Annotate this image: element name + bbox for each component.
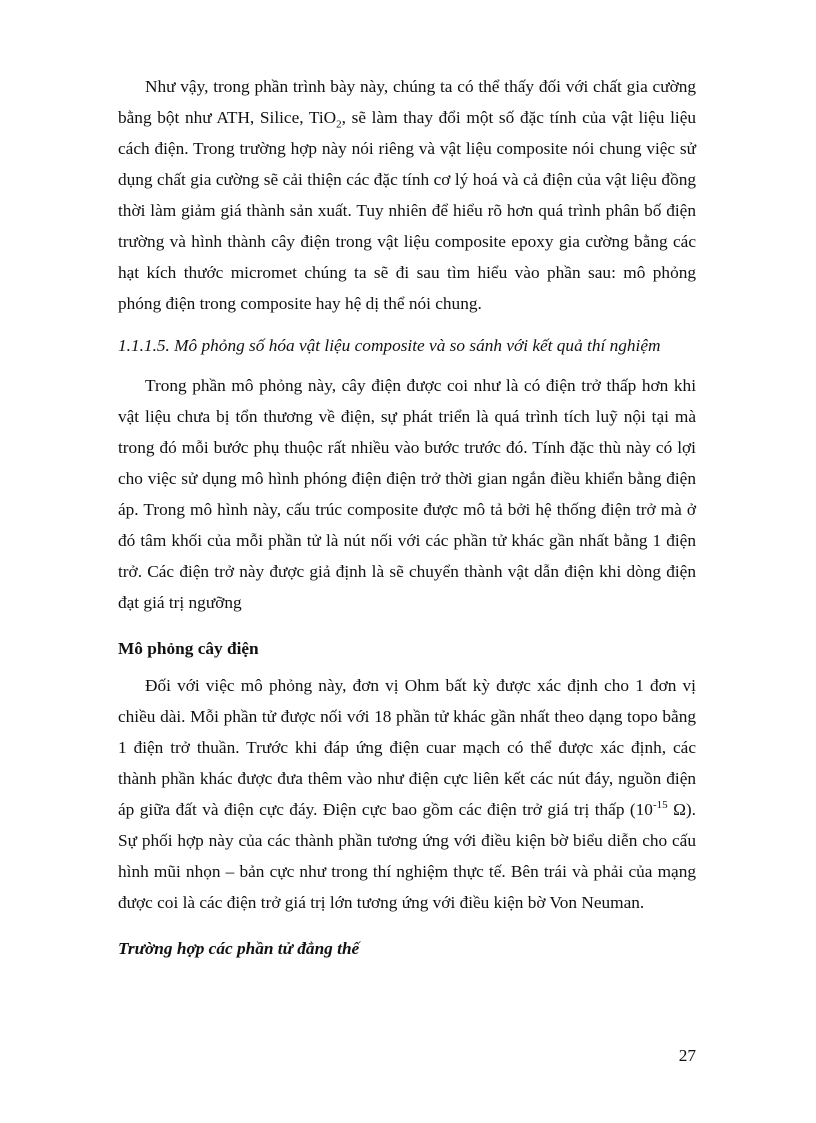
section-heading: 1.1.1.5. Mô phỏng số hóa vật liệu composite và so sánh với kết quả thí nghiệm [118,336,661,355]
paragraph-text: Đối với việc mô phỏng này, đơn vị Ohm bất kỳ được xác định cho 1 đơn vị chiều dài. Mỗi phần tử được nối với 18 phần tử khác gần nhất theo dạng topo bằng 1 điện trở thuần. Trước khi đáp ứng điện cuar mạch có thể được xác định, các thành phần khác được đưa thêm vào như điện cực liên kết các nút đáy, nguồn điện áp giữa đất và điện cực đáy. Điện cực bao gồm các điện trở giá trị thấp (10 [118,676,696,819]
paragraph-reinforcement-summary [118,71,696,319]
subheading-tree-simulation: Mô phỏng cây điện [118,639,259,658]
paragraph-simulation-intro: Trong phần mô phỏng này, cây điện được coi như là có điện trở thấp hơn khi vật liệu chưa bị tổn thương về điện, sự phát triển là quá trình tích luỹ nội tại mà trong đó mỗi bước phụ thuộc rất nhiều vào bước trước đó. Tính đặc thù này có lợi cho việc sử dụng mô hình phóng điện điện trở thời gian ngắn điều khiển bằng điện áp. Trong mô hình này, cấu trúc composite được mô tả bởi hệ thống điện trở mà ở đó tâm khối của mỗi phần tử là nút nối với các phần tử khác gần nhất bằng 1 điện trở. Các điện trở này được giả định là sẽ chuyển thành vật dẫn điện khi dòng điện đạt giá trị ngưỡng [118,376,696,612]
paragraph-text: Như vậy, trong phần trình bày này, chúng ta có thể thấy đối với chất gia cường bằng bột như ATH, Silice, TiO [118,77,696,127]
paragraph-text: , sẽ làm thay đổi một số đặc tính của vật liệu liệu cách điện. Trong trường hợp này nói riêng và vật liệu composite nói chung việc sử dụng chất gia cường sẽ cải thiện các đặc tính cơ lý hoá và cả điện của vật liệu đồng thời làm giảm giá thành sản xuất. Tuy nhiên để hiểu rõ hơn quá trình phân bố điện trường và hình thành cây điện trong vật liệu composite epoxy gia cường bằng các hạt kích thước micromet chúng ta sẽ đi sau tìm hiểu vào phần sau: mô phỏng phóng điện trong composite hay hệ dị thể nói chung. [118,108,697,313]
paragraph-text: Ω). Sự phối hợp này của các thành phần tương ứng với điều kiện bờ biểu diễn cho cấu hình mũi nhọn – bản cực như trong thí nghiệm thực tế. Bên trái và phải của mạng được coi là các điện trở giá trị lớn tương ứng với điều kiện bờ Von Neuman. [118,800,696,912]
subheading-equipotential-case: Trường hợp các phần tử đẳng thế [118,939,360,958]
page-number: 27 [678,1046,696,1065]
page-content [118,71,696,964]
paragraph-simulation-method [118,670,696,918]
subscript: 2 [336,118,342,131]
superscript: -15 [652,799,668,812]
